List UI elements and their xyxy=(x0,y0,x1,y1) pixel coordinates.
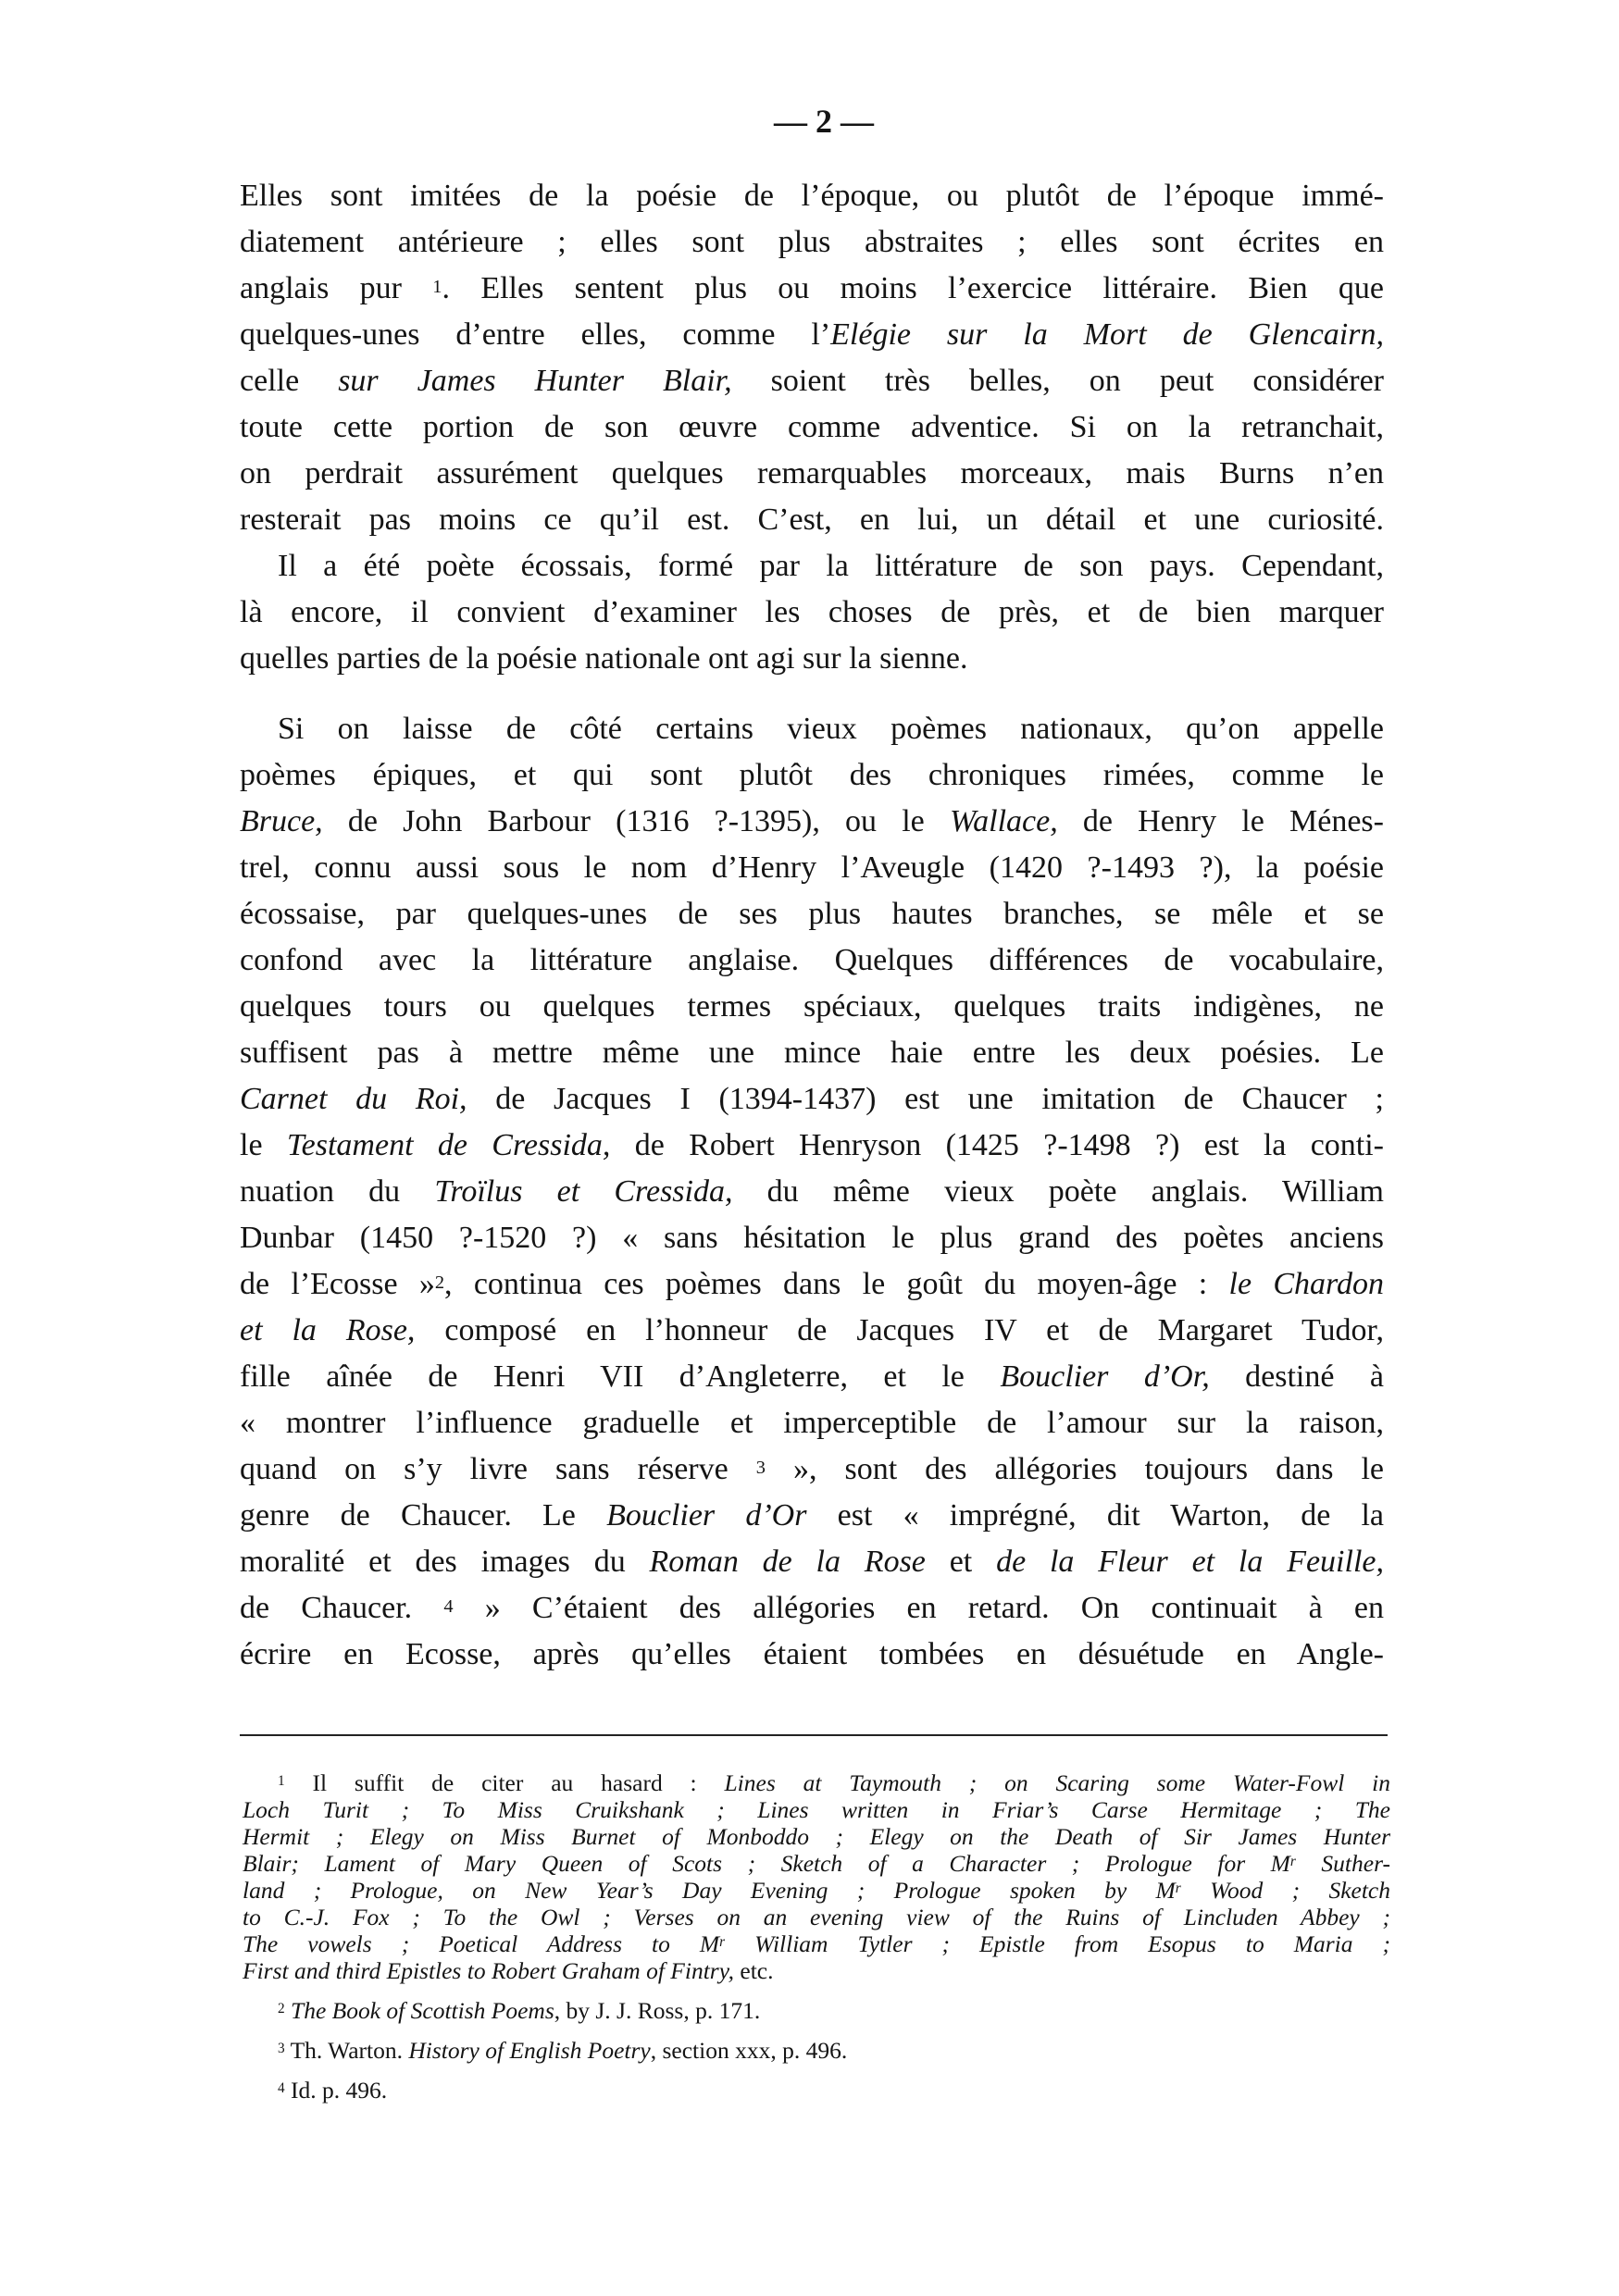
text-line xyxy=(240,502,1384,539)
footnote-line xyxy=(243,1877,1390,1904)
text-run: fille aînée de Henri VII d’Angleterre, et le xyxy=(240,1359,1001,1394)
text-run: est « imprégné, dit Warton, de la xyxy=(806,1498,1385,1533)
italic-text: Lines at Taymouth ; on Scaring some Water-Fowl in xyxy=(724,1769,1390,1796)
italic-text: First and third Epistles to Robert Graham of Fintry, xyxy=(243,1957,735,1984)
text-line xyxy=(240,803,1384,840)
italic-text: History of English Poetry xyxy=(408,2037,651,2064)
italic-text: Suther- xyxy=(1295,1850,1390,1877)
text-line xyxy=(240,988,1384,1025)
text-line xyxy=(240,1590,1384,1627)
italic-text: land ; Prologue, on New Year’s Day Evening ; Prologue spoken by M xyxy=(243,1877,1176,1904)
text-line xyxy=(240,1220,1384,1257)
footnote-line xyxy=(243,1904,1390,1930)
footnote-divider xyxy=(240,1734,1388,1736)
text-run: de John Barbour (1316 ?-1395), ou le xyxy=(322,804,950,838)
italic-text: to C.-J. Fox ; To the Owl ; Verses on an evening view of the Ruins of Lincluden Abbey ; xyxy=(243,1904,1390,1930)
text-run: » C’étaient des allégories en retard. On continuait à en xyxy=(453,1591,1384,1625)
footnote-line xyxy=(278,2077,1390,2104)
text-run: Th. Warton. xyxy=(284,2037,409,2064)
text-line xyxy=(240,850,1384,887)
footnote-ref: 1 xyxy=(432,277,442,297)
footnote-line xyxy=(243,1850,1390,1877)
text-run: quelques-unes d’entre elles, comme l’ xyxy=(240,317,831,352)
text-line xyxy=(240,1266,1384,1303)
text-run: toute cette portion de son œuvre comme adventice. Si on la retranchait, xyxy=(240,410,1384,444)
text-run: . Elles sentent plus ou moins l’exercice littéraire. Bien que xyxy=(442,271,1384,305)
text-line xyxy=(240,1359,1384,1396)
text-run: là encore, il convient d’examiner les choses de près, et de bien marquer xyxy=(240,595,1384,629)
text-line xyxy=(278,548,1384,585)
footnote-ref: r xyxy=(1289,1854,1296,1869)
text-line xyxy=(240,409,1384,446)
text-line xyxy=(240,316,1384,354)
text-line xyxy=(240,594,1384,631)
page-number: — 2 — xyxy=(774,103,874,140)
text-run: , by J. J. Ross, p. 171. xyxy=(554,1997,761,2024)
italic-text: The vowels ; Poetical Address to M xyxy=(243,1930,720,1957)
footnote-ref: 4 xyxy=(443,1596,454,1617)
text-run: genre de Chaucer. Le xyxy=(240,1498,607,1533)
text-run: de Robert Henryson (1425 ?-1498 ?) est la conti- xyxy=(610,1128,1384,1162)
text-run: de Henry le Ménes- xyxy=(1057,804,1384,838)
text-line xyxy=(240,1127,1384,1164)
italic-text: Bouclier d’Or xyxy=(606,1498,807,1533)
text-run: destiné à xyxy=(1209,1359,1384,1394)
text-run: poèmes épiques, et qui sont plutôt des chroniques rimées, comme le xyxy=(240,758,1384,792)
italic-text: le Chardon xyxy=(1228,1267,1384,1301)
footnote-ref: 1 xyxy=(278,1773,285,1789)
text-line xyxy=(240,1173,1384,1210)
text-run: de l’Ecosse » xyxy=(240,1267,435,1301)
text-run: », sont des allégories toujours dans le xyxy=(765,1452,1384,1486)
text-run: celle xyxy=(240,364,339,398)
italic-text: Troïlus et Cressida, xyxy=(434,1174,733,1209)
italic-text: Wood ; Sketch xyxy=(1180,1877,1391,1904)
text-run: Elles sont imitées de la poésie de l’époque, ou plutôt de l’époque immé- xyxy=(240,179,1384,213)
text-run: Id. p. 496. xyxy=(284,2077,388,2104)
footnote-line xyxy=(243,1930,1390,1957)
text-line xyxy=(240,270,1384,307)
text-run: de Chaucer. xyxy=(240,1591,444,1625)
text-line xyxy=(278,711,1384,748)
text-run: Il suffit de citer au hasard : xyxy=(284,1769,725,1796)
text-line xyxy=(240,1451,1384,1488)
italic-text: Bruce, xyxy=(240,804,323,838)
italic-text: William Tytler ; Epistle from Esopus to Maria ; xyxy=(725,1930,1390,1957)
text-line xyxy=(240,1544,1384,1581)
footnote-ref: 2 xyxy=(278,2001,285,2017)
italic-text: Elégie sur la Mort de Glencairn, xyxy=(830,317,1384,352)
footnote-line xyxy=(278,2037,1390,2064)
italic-text: Bouclier d’Or, xyxy=(1000,1359,1210,1394)
text-run: écossaise, par quelques-unes de ses plus hautes branches, se mêle et se xyxy=(240,897,1384,931)
text-run: , section xxx, p. 496. xyxy=(650,2037,848,2064)
text-run: du même vieux poète anglais. William xyxy=(732,1174,1384,1209)
footnote-line xyxy=(278,1769,1390,1796)
text-run: quand on s’y livre sans réserve xyxy=(240,1452,756,1486)
italic-text: sur James Hunter Blair, xyxy=(338,364,732,398)
text-line xyxy=(240,757,1384,794)
text-run: composé en l’honneur de Jacques IV et de Margaret Tudor, xyxy=(415,1313,1384,1347)
text-line xyxy=(240,942,1384,979)
footnote-line xyxy=(278,1997,1390,2024)
text-line xyxy=(240,224,1384,261)
text-run: de Jacques I (1394-1437) est une imitation de Chaucer ; xyxy=(467,1082,1384,1116)
text-run: trel, connu aussi sous le nom d’Henry l’Aveugle (1420 ?-1493 ?), la poésie xyxy=(240,850,1384,885)
italic-text: Wallace, xyxy=(949,804,1058,838)
text-run: écrire en Ecosse, après qu’elles étaient tombées en désuétude en Angle- xyxy=(240,1637,1384,1671)
text-line xyxy=(240,640,1384,677)
italic-text: de la Fleur et la Feuille, xyxy=(996,1545,1384,1579)
italic-text: Hermit ; Elegy on Miss Burnet of Monboddo ; Elegy on the Death of Sir James Hunter xyxy=(243,1823,1390,1850)
text-line xyxy=(240,1405,1384,1442)
text-line xyxy=(240,1312,1384,1349)
text-run: soient très belles, on peut considérer xyxy=(731,364,1384,398)
text-line xyxy=(240,178,1384,215)
text-run: confond avec la littérature anglaise. Quelques différences de vocabulaire, xyxy=(240,943,1384,977)
text-line xyxy=(240,1636,1384,1673)
footnote-ref: 3 xyxy=(755,1458,766,1478)
text-run: on perdrait assurément quelques remarquables morceaux, mais Burns n’en xyxy=(240,456,1384,490)
text-run: quelques tours ou quelques termes spéciaux, quelques traits indigènes, ne xyxy=(240,989,1384,1024)
text-run: resterait pas moins ce qu’il est. C’est, en lui, un détail et une curiosité. xyxy=(240,503,1384,537)
italic-text: Carnet du Roi, xyxy=(240,1082,467,1116)
italic-text: Blair; Lament of Mary Queen of Scots ; Sketch of a Character ; Prologue for M xyxy=(243,1850,1290,1877)
footnote-ref: r xyxy=(719,1934,726,1950)
text-run: anglais pur xyxy=(240,271,433,305)
text-run: diatement antérieure ; elles sont plus abstraites ; elles sont écrites en xyxy=(240,225,1384,259)
text-run: « montrer l’influence graduelle et imperceptible de l’amour sur la raison, xyxy=(240,1406,1384,1440)
footnote-line xyxy=(243,1823,1390,1850)
text-run: moralité et des images du xyxy=(240,1545,650,1579)
italic-text: et la Rose, xyxy=(240,1313,416,1347)
footnote-ref: r xyxy=(1175,1880,1181,1896)
text-run: nuation du xyxy=(240,1174,435,1209)
italic-text: Testament de Cressida, xyxy=(286,1128,611,1162)
text-line xyxy=(240,1497,1384,1534)
text-run: etc. xyxy=(734,1957,774,1984)
text-line xyxy=(240,1081,1384,1118)
text-run: Dunbar (1450 ?-1520 ?) « sans hésitation le plus grand des poètes anciens xyxy=(240,1221,1384,1255)
text-run: et xyxy=(925,1545,997,1579)
text-run: Il a été poète écossais, formé par la littérature de son pays. Cependant, xyxy=(278,549,1384,583)
text-line xyxy=(240,1035,1384,1072)
footnote-ref: 3 xyxy=(278,2041,285,2056)
footnote-ref: 4 xyxy=(278,2080,285,2096)
italic-text: The Book of Scottish Poems xyxy=(291,1997,554,2024)
text-run: le xyxy=(240,1128,287,1162)
text-line xyxy=(240,363,1384,400)
text-run: Si on laisse de côté certains vieux poèmes nationaux, qu’on appelle xyxy=(278,712,1384,746)
text-run: suffisent pas à mettre même une mince haie entre les deux poésies. Le xyxy=(240,1036,1384,1070)
italic-text: Loch Turit ; To Miss Cruikshank ; Lines written in Friar’s Carse Hermitage ; The xyxy=(243,1796,1390,1823)
text-run: , continua ces poèmes dans le goût du moyen-âge : xyxy=(444,1267,1229,1301)
footnote-ref: 2 xyxy=(434,1272,445,1293)
text-run: quelles parties de la poésie nationale ont agi sur la sienne. xyxy=(240,641,968,676)
italic-text: Roman de la Rose xyxy=(649,1545,926,1579)
footnote-line xyxy=(243,1796,1390,1823)
text-line xyxy=(240,455,1384,492)
footnote-line xyxy=(243,1957,1390,1984)
text-line xyxy=(240,896,1384,933)
